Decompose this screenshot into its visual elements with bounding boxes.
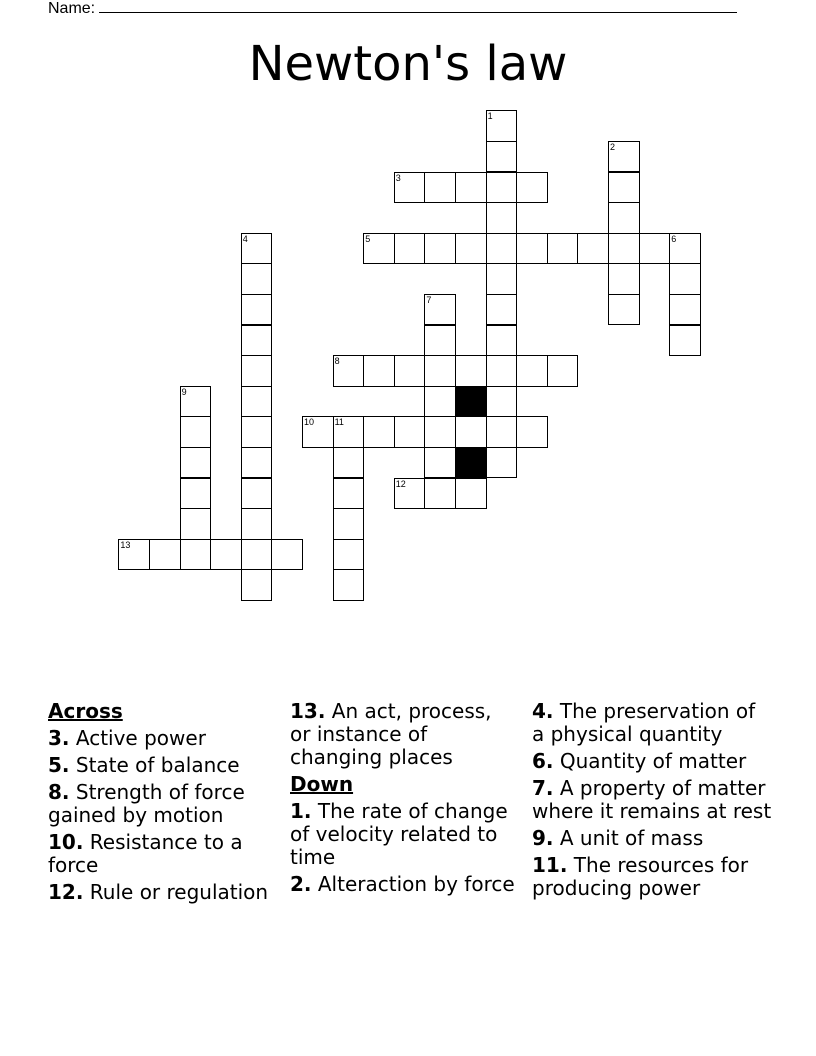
clue-number: 5. (48, 753, 70, 777)
crossword-cell[interactable] (363, 416, 395, 448)
clue-text: The resources for producing power (532, 853, 749, 900)
crossword-cell[interactable] (363, 355, 395, 387)
cell-number: 5 (365, 233, 371, 244)
clue-number: 11. (532, 853, 568, 877)
black-cell (455, 386, 487, 418)
crossword-cell[interactable] (516, 355, 548, 387)
crossword-cell[interactable] (180, 447, 212, 479)
crossword-cell[interactable] (486, 447, 518, 479)
crossword-cell[interactable] (394, 416, 426, 448)
clues-column-2 (290, 700, 516, 900)
crossword-cell[interactable] (669, 294, 701, 326)
crossword-cell[interactable] (424, 478, 456, 510)
crossword-cell[interactable] (639, 233, 671, 265)
crossword-cell[interactable] (455, 233, 487, 265)
crossword-cell[interactable] (180, 508, 212, 540)
cell-number: 10 (304, 417, 315, 428)
crossword-cell[interactable] (302, 416, 334, 448)
crossword-cell[interactable] (241, 263, 273, 295)
crossword-cell[interactable] (180, 416, 212, 448)
crossword-cell[interactable] (424, 325, 456, 357)
crossword-cell[interactable] (394, 172, 426, 204)
crossword-cell[interactable] (455, 478, 487, 510)
crossword-cell[interactable] (118, 539, 150, 571)
crossword-cell[interactable] (486, 233, 518, 265)
black-cell (455, 447, 487, 479)
crossword-cell[interactable] (149, 539, 181, 571)
crossword-cell[interactable] (608, 202, 640, 234)
crossword-cell[interactable] (241, 325, 273, 357)
clue-text: Resistance to a force (48, 830, 243, 877)
clue-across-10 (48, 831, 274, 877)
crossword-cell[interactable] (241, 294, 273, 326)
cell-number: 11 (334, 417, 344, 428)
crossword-cell[interactable] (424, 416, 456, 448)
crossword-cell[interactable] (241, 233, 273, 265)
clue-number: 7. (532, 776, 554, 800)
crossword-cell[interactable] (669, 233, 701, 265)
page-title: Newton's law (248, 36, 568, 92)
crossword-cell[interactable] (608, 294, 640, 326)
cell-number: 1 (487, 111, 493, 122)
clue-number: 4. (532, 699, 554, 723)
crossword-cell[interactable] (424, 386, 456, 418)
name-label: Name: (48, 0, 96, 17)
cell-number: 13 (120, 539, 131, 550)
clue-text: State of balance (75, 753, 240, 777)
crossword-cell[interactable] (333, 569, 365, 601)
crossword-cell[interactable] (241, 447, 273, 479)
crossword-cell[interactable] (241, 355, 273, 387)
clue-text: Quantity of matter (559, 749, 747, 773)
crossword-cell[interactable] (394, 233, 426, 265)
crossword-cell[interactable] (516, 233, 548, 265)
clue-down-6 (532, 750, 772, 773)
crossword-cell[interactable] (669, 263, 701, 295)
clue-text: Alteraction by force (317, 872, 515, 896)
clue-number: 1. (290, 799, 312, 823)
clue-across-12 (48, 881, 274, 904)
clue-down-11 (532, 854, 772, 900)
clue-down-2 (290, 873, 516, 896)
clue-number: 12. (48, 880, 84, 904)
clue-down-4 (532, 700, 772, 746)
crossword-cell[interactable] (424, 355, 456, 387)
crossword-cell[interactable] (608, 141, 640, 173)
crossword-cell[interactable] (608, 263, 640, 295)
clue-text: Active power (75, 726, 206, 750)
crossword-cell[interactable] (180, 386, 212, 418)
crossword-cell[interactable] (486, 294, 518, 326)
crossword-cell[interactable] (486, 110, 518, 142)
clue-number: 3. (48, 726, 70, 750)
crossword-cell[interactable] (241, 569, 273, 601)
crossword-cell[interactable] (486, 386, 518, 418)
crossword-cell[interactable] (210, 539, 242, 571)
clue-number: 13. (290, 699, 326, 723)
crossword-cell[interactable] (486, 263, 518, 295)
crossword-cell[interactable] (424, 233, 456, 265)
clue-text: The preservation of a physical quantity (532, 699, 756, 746)
crossword-cell[interactable] (486, 325, 518, 357)
clue-across-13 (290, 700, 516, 769)
crossword-cell[interactable] (486, 355, 518, 387)
clue-across-5 (48, 754, 274, 777)
crossword-cell[interactable] (394, 478, 426, 510)
clue-down-1 (290, 800, 516, 869)
crossword-cell[interactable] (363, 233, 395, 265)
clue-number: 6. (532, 749, 554, 773)
crossword-cell[interactable] (486, 416, 518, 448)
crossword-cell[interactable] (516, 172, 548, 204)
crossword-cell[interactable] (424, 447, 456, 479)
crossword-cell[interactable] (608, 172, 640, 204)
clue-text: The rate of change of velocity related to time (290, 799, 508, 869)
crossword-cell[interactable] (333, 478, 365, 510)
cell-number: 7 (426, 294, 432, 305)
clue-text: An act, process, or instance of changing places (290, 699, 492, 769)
crossword-cell[interactable] (486, 141, 518, 173)
clues-column-1 (48, 700, 274, 908)
crossword-cell[interactable] (547, 355, 579, 387)
crossword-cell[interactable] (333, 355, 365, 387)
crossword-cell[interactable] (333, 447, 365, 479)
crossword-cell[interactable] (486, 172, 518, 204)
crossword-cell[interactable] (394, 355, 426, 387)
clue-down-7 (532, 777, 772, 823)
clue-down-9 (532, 827, 772, 850)
cell-number: 8 (334, 356, 340, 367)
crossword-cell[interactable] (180, 539, 212, 571)
crossword-cell[interactable] (241, 386, 273, 418)
clue-text: A unit of mass (559, 826, 704, 850)
crossword-cell[interactable] (241, 508, 273, 540)
crossword-cell[interactable] (669, 325, 701, 357)
crossword-cell[interactable] (424, 294, 456, 326)
cell-number: 4 (242, 233, 248, 244)
crossword-cell[interactable] (455, 172, 487, 204)
clue-number: 9. (532, 826, 554, 850)
clue-number: 8. (48, 780, 70, 804)
crossword-cell[interactable] (486, 202, 518, 234)
cell-number: 2 (610, 141, 616, 152)
clue-text: A property of matter where it remains at rest (532, 776, 772, 823)
clue-across-8 (48, 781, 274, 827)
across-heading: Across (48, 699, 123, 723)
crossword-cell[interactable] (241, 539, 273, 571)
clue-number: 10. (48, 830, 84, 854)
clue-text: Rule or regulation (89, 880, 269, 904)
crossword-cell[interactable] (333, 539, 365, 571)
crossword-cell[interactable] (455, 355, 487, 387)
crossword-cell[interactable] (608, 233, 640, 265)
crossword-cell[interactable] (516, 416, 548, 448)
crossword-cell[interactable] (455, 416, 487, 448)
clue-text: Strength of force gained by motion (48, 780, 245, 827)
crossword-cell[interactable] (333, 508, 365, 540)
crossword-cell[interactable] (424, 172, 456, 204)
cell-number: 6 (671, 233, 677, 244)
clues-column-3 (532, 700, 772, 904)
clue-across-3 (48, 727, 274, 750)
cell-number: 3 (395, 172, 401, 183)
clue-number: 2. (290, 872, 312, 896)
cell-number: 9 (181, 386, 187, 397)
crossword-cell[interactable] (241, 416, 273, 448)
down-heading: Down (290, 772, 354, 796)
crossword-cell[interactable] (577, 233, 609, 265)
crossword-cell[interactable] (241, 478, 273, 510)
crossword-cell[interactable] (333, 416, 365, 448)
cell-number: 12 (395, 478, 406, 489)
crossword-cell[interactable] (547, 233, 579, 265)
crossword-cell[interactable] (271, 539, 303, 571)
crossword-cell[interactable] (180, 478, 212, 510)
